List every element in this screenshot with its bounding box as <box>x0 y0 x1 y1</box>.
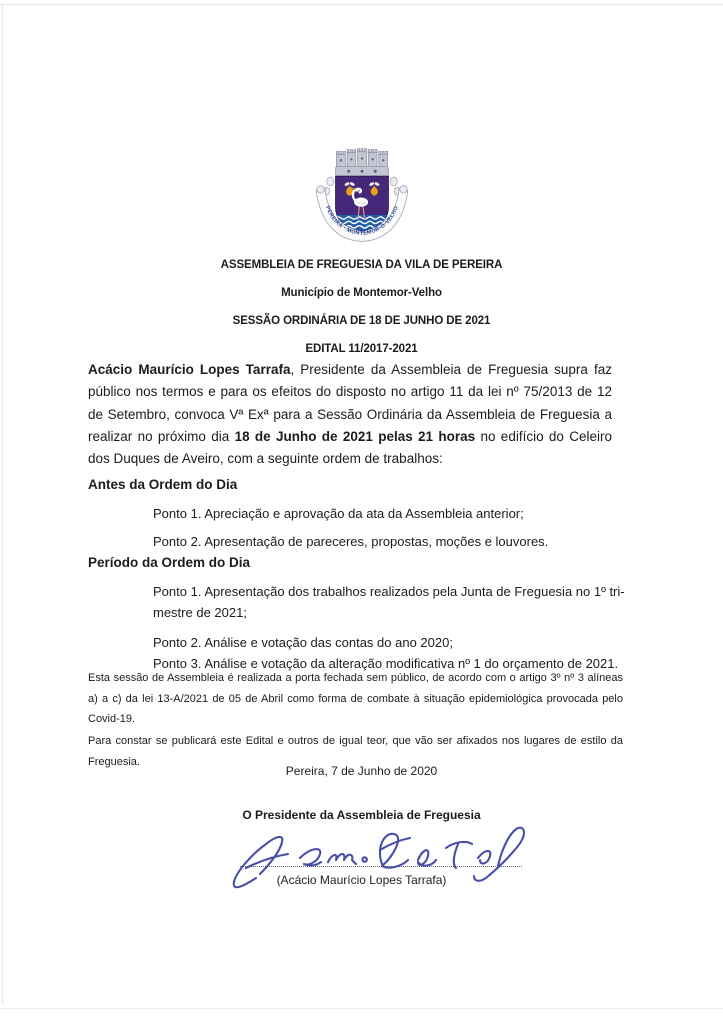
agenda-item: Ponto 3. Análise e votação da alteração modificativa nº 1 do orçamento de 2021. <box>153 656 619 671</box>
org-title: ASSEMBLEIA DE FREGUESIA DA VILA DE PEREIRA <box>220 259 503 271</box>
president-name: Acácio Maurício Lopes Tarrafa <box>88 362 291 377</box>
session-datetime: 18 de Junho de 2021 pelas 21 horas <box>234 428 476 444</box>
scan-artifact-top <box>0 4 723 5</box>
agenda-item-line: Ponto 1. Apresentação dos trabalhos realizados pela Junta de Freguesia no 1º tri- <box>153 584 625 599</box>
dateline: Pereira, 7 de Junho de 2020 <box>285 764 438 778</box>
session-title: SESSÃO ORDINÁRIA DE 18 DE JUNHO DE 2021 <box>232 315 491 327</box>
agenda-item <box>153 581 653 623</box>
municipality-title: Município de Montemor-Velho <box>281 287 442 299</box>
agenda-item: Ponto 1. Apreciação e aprovação da ata da Assembleia anterior; <box>153 506 524 521</box>
section-title-before-order: Antes da Ordem do Dia <box>88 477 238 492</box>
intro-text-2: no edifício do Celeiro dos Duques de Aveiro, com a seguinte ordem de trabalhos: <box>88 428 612 467</box>
covid-note: Esta sessão de Assembleia é realizada a porta fechada sem público, de acordo com o artigo 3º nº 3 alíneas a) a c) da lei 13-A/2021 de 05 de Abril como forma de combate à situação epidemiológica provocada pelo Covid-19. <box>88 672 623 726</box>
scan-artifact-bottom <box>0 1008 723 1009</box>
agenda-item-line: mestre de 2021; <box>153 605 247 620</box>
intro-paragraph <box>88 359 612 470</box>
intro-text-1: , Presidente da Assembleia de Freguesia supra faz público nos termos e para os efeitos do disposto no artigo 11 da lei nº 75/2013 de 12 de Setembro, convoca Vª Exª para a Sessão Ordinária da Assembleia de Freguesia a realizar no próximo dia <box>88 362 612 444</box>
ribbon-motto: PEREIRA · MONTEMOR-O-VELHO <box>323 205 400 237</box>
agenda-item: Ponto 2. Análise e votação das contas do ano 2020; <box>153 635 453 650</box>
agenda-item: Ponto 2. Apresentação de pareceres, propostas, moções e louvores. <box>153 534 549 549</box>
signer-role: O Presidente da Assembleia de Freguesia <box>242 808 481 822</box>
publication-note: Para constar se publicará este Edital e outros de igual teor, que vão ser afixados nos lugares de estilo da Freguesia. <box>88 735 623 768</box>
edict-number: EDITAL 11/2017-2021 <box>305 343 418 355</box>
section-title-order-period: Período da Ordem do Dia <box>88 555 251 570</box>
coat-of-arms <box>0 140 723 244</box>
signer-printed-name: (Acácio Maurício Lopes Tarrafa) <box>276 873 447 887</box>
coat-of-arms-icon <box>309 140 415 244</box>
